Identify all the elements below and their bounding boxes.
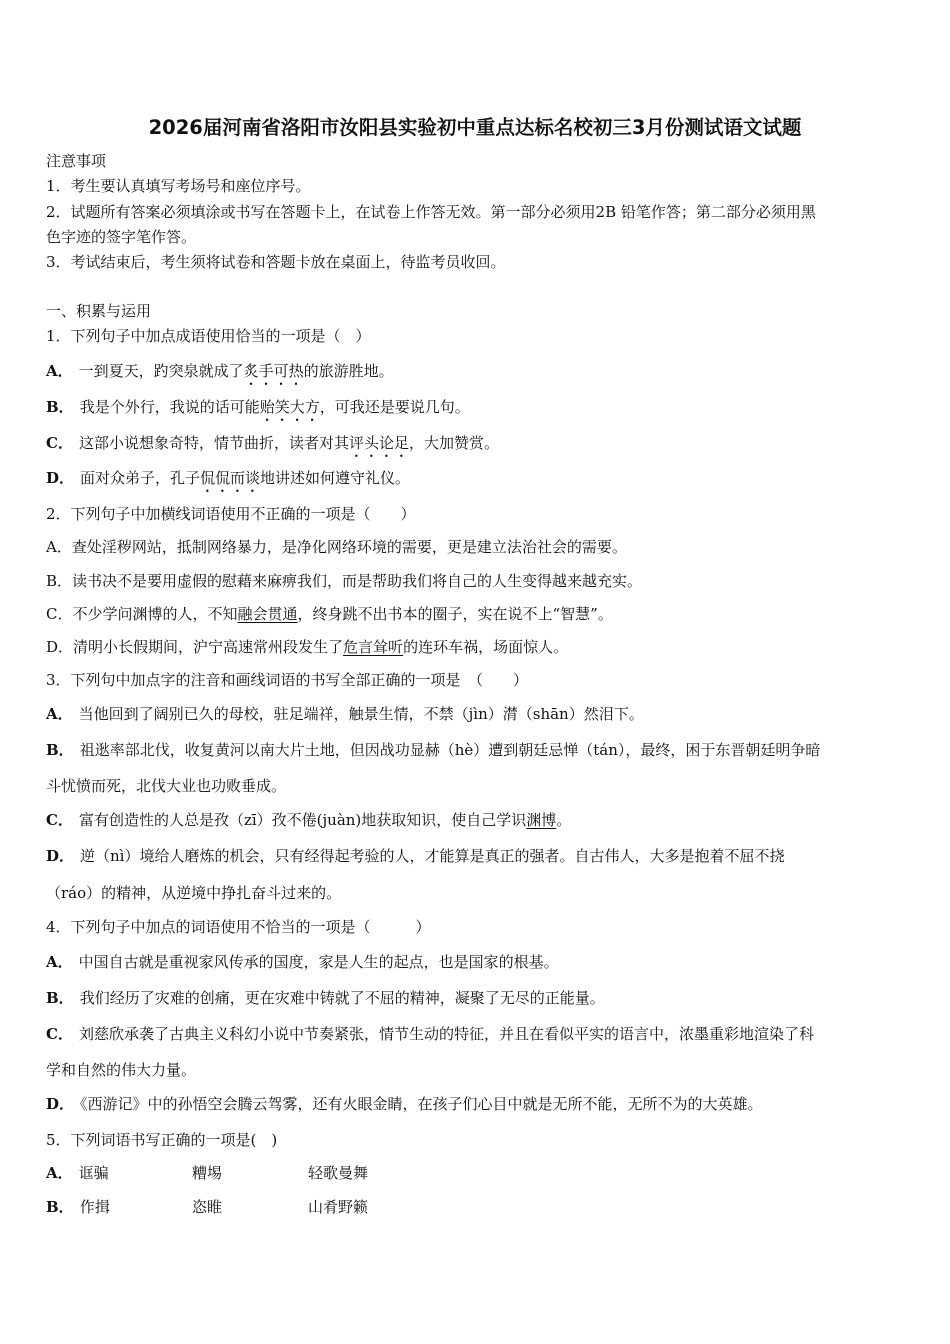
question-3-option-b-cont: 斗忧愤而死，北伐大业也功败垂成。: [46, 777, 287, 795]
underlined-phrase: 渊博: [526, 811, 557, 829]
question-3-stem: 3．下列句中加点字的注音和画线词语的书写全部正确的一项是 （ ）: [46, 671, 529, 689]
section-heading: 一、积累与运用: [46, 302, 152, 320]
notice-heading: 注意事项: [46, 152, 107, 170]
notice-item: 2．试题所有答案必须填涂或书写在答题卡上，在试卷上作答无效。第一部分必须用2B 铅笔作答；第二部分必须用黑: [46, 203, 816, 221]
marked-idiom: 炙手可热: [243, 362, 304, 380]
marked-idiom: 贻笑大方: [259, 398, 320, 416]
notice-item: 色字迹的签字笔作答。: [46, 228, 197, 246]
question-3-option-d: D． 逆（nì）境给人磨炼的机会，只有经得起考验的人，才能算是真正的强者。自古伟人，大多是抱着不屈不挠: [46, 847, 785, 865]
question-1-option-a: A． 一到夏天，趵突泉就成了炙手可热的旅游胜地。: [46, 362, 394, 380]
notice-item: 3．考试结束后，考生须将试卷和答题卡放在桌面上，待监考员收回。: [46, 253, 506, 271]
page-title: 2026届河南省洛阳市汝阳县实验初中重点达标名校初三3月份测试语文试题: [148, 116, 802, 139]
question-2-option-a: A．查处淫秽网站，抵制网络暴力，是净化网络环境的需要，更是建立法治社会的需要。: [46, 538, 627, 556]
question-3-option-c: C． 富有创造性的人总是孜（zī）孜不倦(juàn)地获取知识，使自己学识渊博。: [46, 811, 572, 829]
question-5-option-b: B． 作揖 恣睢 山肴野籁: [46, 1198, 369, 1216]
question-4-option-c: C． 刘慈欣承袭了古典主义科幻小说中节奏紧张，情节生动的特征，并且在看似平实的语言中，浓墨重彩地渲染了科: [46, 1025, 814, 1043]
underlined-phrase: 危言耸听: [343, 638, 404, 656]
question-4-option-d: D． 《西游记》中的孙悟空会腾云驾雾，还有火眼金睛，在孩子们心目中就是无所不能，无所不为的大英雄。: [46, 1095, 763, 1113]
question-3-option-b: B． 祖逖率部北伐，收复黄河以南大片土地，但因战功显赫（hè）遭到朝廷忌惮（tán），最终，困于东晋朝廷明争暗: [46, 741, 821, 759]
notice-item: 1．考生要认真填写考场号和座位序号。: [46, 177, 311, 195]
question-5-option-a: A． 诓骗 糟埸 轻歌曼舞: [46, 1164, 369, 1182]
question-4-option-a: A． 中国自古就是重视家风传承的国度，家是人生的起点，也是国家的根基。: [46, 953, 559, 971]
question-4-option-b: B． 我们经历了灾难的创痛，更在灾难中铸就了不屈的精神，凝聚了无尽的正能量。: [46, 989, 605, 1007]
underlined-phrase: 融会贯通: [237, 605, 298, 623]
question-2-option-b: B．读书决不是要用虚假的慰藉来麻痹我们，而是帮助我们将自己的人生变得越来越充实。: [46, 572, 643, 590]
question-3-option-a: A． 当他回到了阔别已久的母校，驻足端祥，触景生情，不禁（jìn）潸（shān）然泪下。: [46, 705, 644, 723]
question-1-stem: 1．下列句子中加点成语使用恰当的一项是（ ）: [46, 327, 371, 345]
question-1-option-d: D． 面对众弟子，孔子侃侃而谈地讲述如何遵守礼仪。: [46, 469, 411, 487]
question-1-option-b: B． 我是个外行，我说的话可能贻笑大方，可我还是要说几句。: [46, 398, 470, 416]
question-1-option-c: C． 这部小说想象奇特，情节曲折，读者对其评头论足，大加赞赏。: [46, 434, 499, 452]
marked-idiom: 侃侃而谈: [200, 469, 261, 487]
marked-idiom: 评头论足: [348, 434, 409, 452]
question-4-stem: 4．下列句子中加点的词语使用不恰当的一项是（ ）: [46, 918, 431, 936]
question-2-option-d: D．清明小长假期间，沪宁高速常州段发生了危言耸听的连环车祸，场面惊人。: [46, 638, 569, 656]
question-2-stem: 2．下列句子中加横线词语使用不正确的一项是（ ）: [46, 505, 416, 523]
question-4-option-c-cont: 学和自然的伟大力量。: [46, 1061, 197, 1079]
question-5-stem: 5．下列词语书写正确的一项是( ): [46, 1131, 278, 1149]
question-2-option-c: C．不少学问渊博的人，不知融会贯通，终身跳不出书本的圈子，实在说不上“智慧”。: [46, 605, 613, 623]
question-3-option-d-cont: （ráo）的精神，从逆境中挣扎奋斗过来的。: [46, 884, 342, 902]
